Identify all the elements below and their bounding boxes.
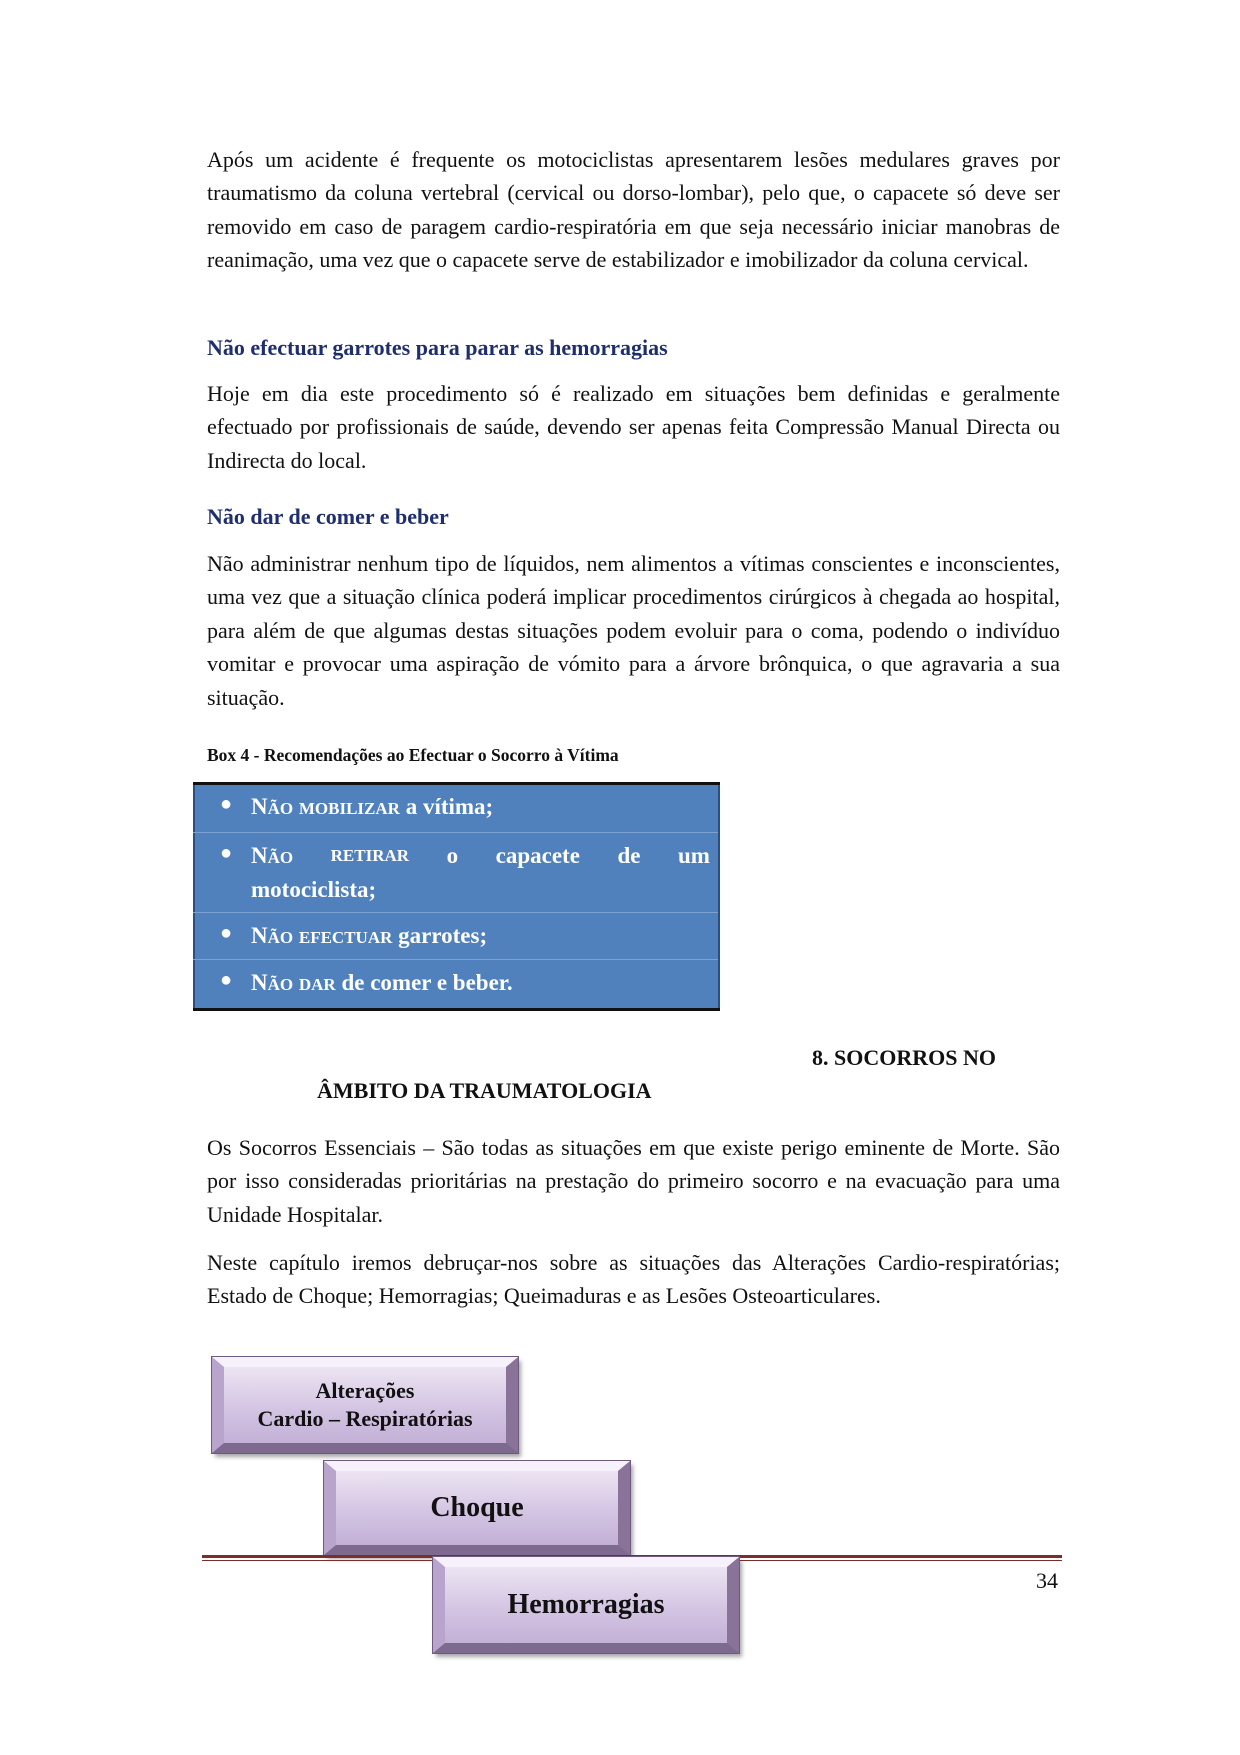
paragraph-helmet: Após um acidente é frequente os motociclistas apresentarem lesões medulares graves por traumatismo da coluna vertebral (cervical ou dorso-lombar), pelo que, o capacete só deve ser removido em caso de paragem cardio-respiratória em que seja necessário iniciar manobras de reanimação, uma vez que o capacete serve de estabilizador e imobilizador da coluna cervical.: [207, 147, 1060, 273]
paragraph-food-drink: Não administrar nenhum tipo de líquidos, nem alimentos a vítimas conscientes e inconscientes, uma vez que a situação clínica poderá implicar procedimentos cirúrgicos à chegada ao hospital, para além de que algumas destas situações podem evoluir para o coma, podendo o indivíduo vomitar e provocar uma aspiração de vómito para a árvore brônquica, o que agravaria a sua situação.: [207, 551, 1060, 710]
list-item: [193, 959, 720, 1008]
list-item-text: NÃO RETIRAR o capacete de um motociclista;: [251, 843, 710, 902]
diagram-box-cardio-line2: Cardio – Respiratórias: [257, 1406, 473, 1431]
paragraph-tourniquet: Hoje em dia este procedimento só é realizado em situações bem definidas e geralmente efectuado por profissionais de saúde, devendo ser apenas feita Compressão Manual Directa ou Indirecta do local.: [207, 381, 1060, 473]
diagram-box-hemorrhage: [433, 1557, 739, 1653]
page-number: 34: [1036, 1568, 1058, 1593]
list-item-text: NÃO MOBILIZAR a vítima;: [251, 794, 494, 819]
list-item: [193, 785, 720, 833]
recommendations-box: [193, 782, 720, 1011]
diagram-box-cardio-line1: Alterações: [315, 1378, 415, 1403]
bullet-icon: ●: [220, 922, 233, 944]
diagram-box-shock: [324, 1461, 630, 1555]
list-item-text: NÃO DAR de comer e beber.: [251, 970, 513, 995]
list-item: [193, 912, 720, 960]
section-title-rest: ÂMBITO DA TRAUMATOLOGIA: [317, 1078, 652, 1103]
diagram-box-cardio: [212, 1357, 518, 1453]
paragraph-chapter-intro: Neste capítulo iremos debruçar-nos sobre as situações das Alterações Cardio-respiratórias; Estado de Choque; Hemorragias; Queimaduras e as Lesões Osteoarticulares.: [207, 1250, 1060, 1309]
list-item: [193, 832, 720, 913]
diagram-box-hemorrhage-label: Hemorragias: [507, 1589, 665, 1620]
heading-tourniquet: Não efectuar garrotes para parar as hemorragias: [207, 335, 668, 360]
list-item-text: NÃO EFECTUAR garrotes;: [251, 923, 488, 948]
section-title-number: 8. SOCORROS NO: [812, 1045, 996, 1070]
bullet-icon: ●: [220, 969, 233, 991]
box-caption: Box 4 - Recomendações ao Efectuar o Socorro à Vítima: [207, 745, 619, 765]
bullet-icon: ●: [220, 842, 233, 864]
paragraph-essential-aid: Os Socorros Essenciais – São todas as situações em que existe perigo eminente de Morte. São por isso consideradas prioritárias na prestação do primeiro socorro e na evacuação para uma Unidade Hospitalar.: [207, 1135, 1060, 1227]
bullet-icon: ●: [220, 793, 233, 815]
diagram-box-shock-label: Choque: [430, 1492, 524, 1523]
heading-food-drink: Não dar de comer e beber: [207, 504, 449, 529]
